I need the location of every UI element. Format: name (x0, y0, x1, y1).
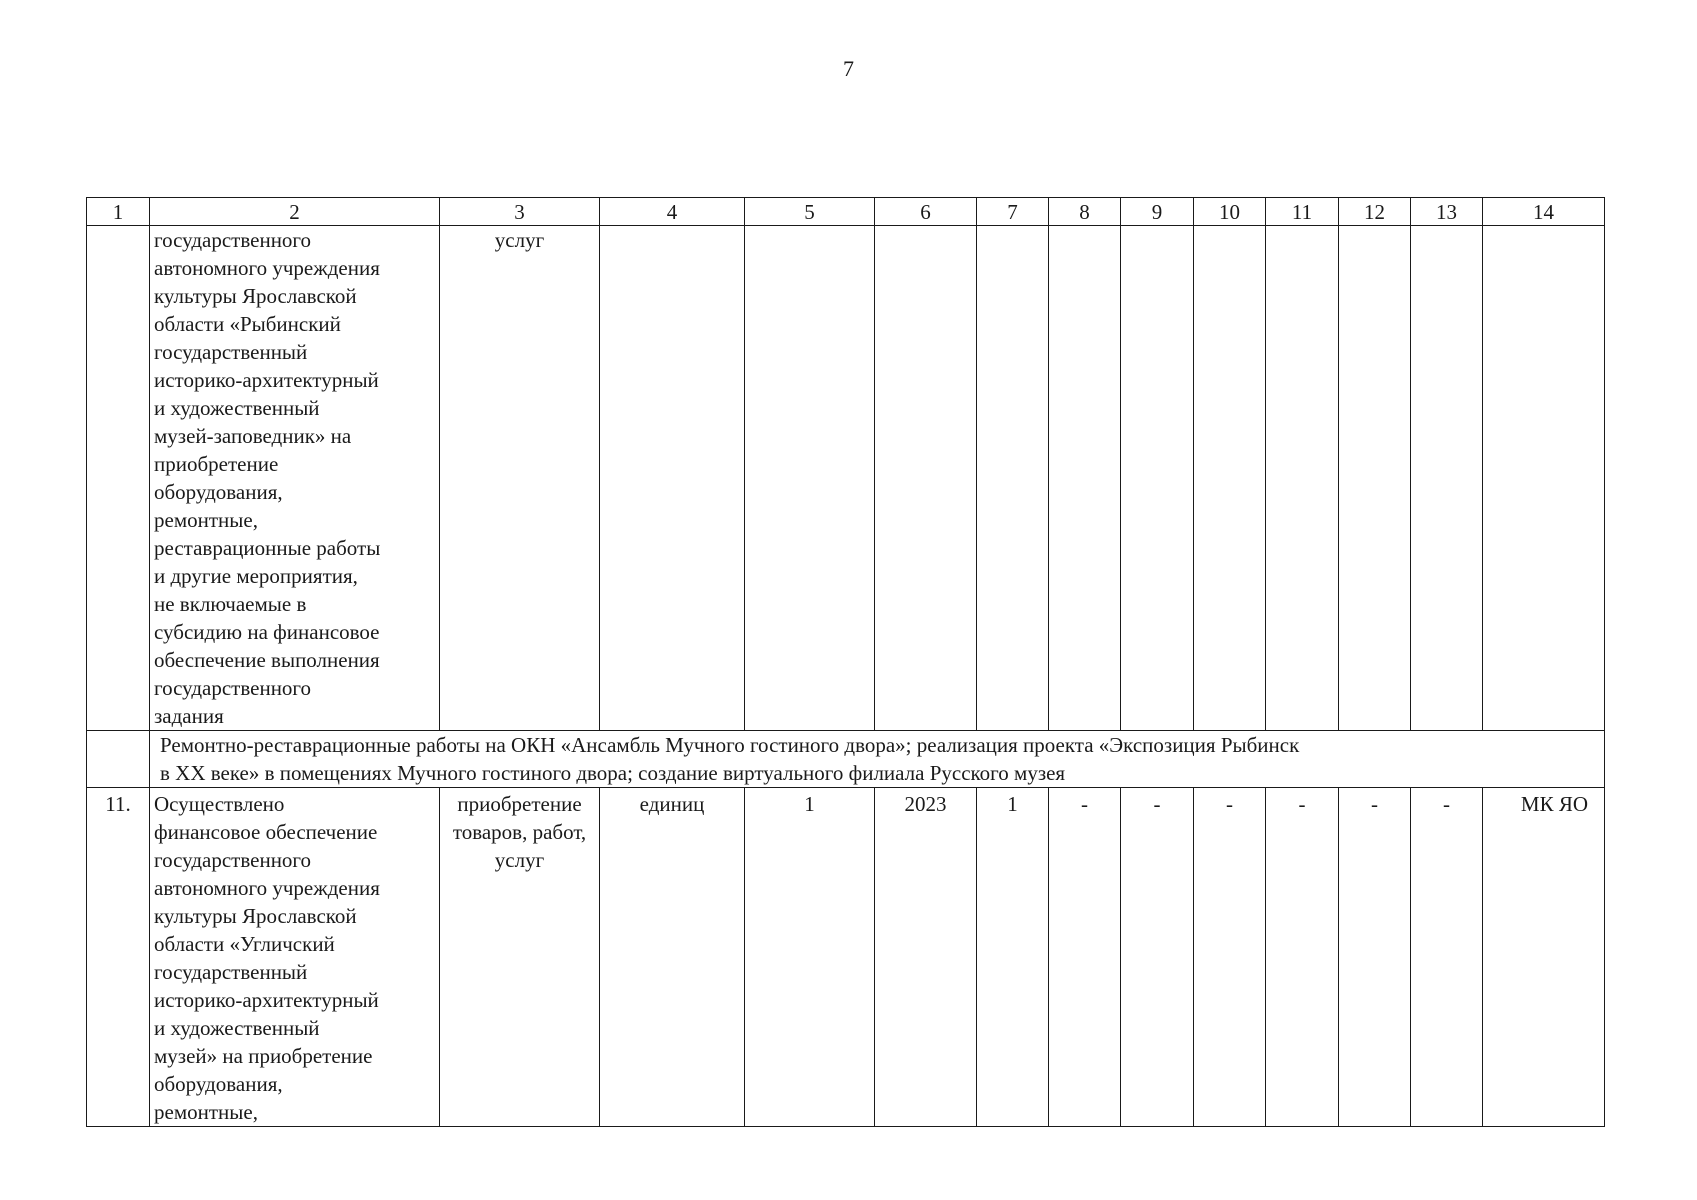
cell-value-12: - (1339, 788, 1411, 1127)
cell-empty-4 (600, 226, 745, 731)
cell-empty-6 (875, 226, 977, 731)
column-header-13: 13 (1411, 198, 1483, 226)
cell-empty-14 (1483, 226, 1605, 731)
cell-number: 11. (87, 788, 150, 1127)
note-row (87, 731, 1605, 788)
column-header-8: 8 (1049, 198, 1121, 226)
cell-result-type: услуг (440, 226, 600, 731)
cell-empty-11 (1266, 226, 1339, 731)
note-row-number-cell (87, 731, 150, 788)
cell-unit: единиц (600, 788, 745, 1127)
column-header-10: 10 (1194, 198, 1266, 226)
column-header-1: 1 (87, 198, 150, 226)
cell-description: государственного автономного учреждения культуры Ярославской области «Рыбинский государственный историко-архитектурный и художественный музей-заповедник» на приобретение оборудования, ремонтные, реставрационные работы и другие мероприятия, не включаемые в субсидию на финансовое обеспечение выполнения государственного задания (150, 226, 440, 731)
cell-value-8: - (1049, 788, 1121, 1127)
cell-empty-10 (1194, 226, 1266, 731)
column-header-11: 11 (1266, 198, 1339, 226)
cell-value-9: - (1121, 788, 1194, 1127)
page-number: 7 (843, 56, 854, 81)
table-row-item-11 (87, 788, 1605, 1127)
column-header-12: 12 (1339, 198, 1411, 226)
column-header-2: 2 (150, 198, 440, 226)
column-header-9: 9 (1121, 198, 1194, 226)
cell-value-11: - (1266, 788, 1339, 1127)
column-header-5: 5 (745, 198, 875, 226)
cell-year: 2023 (875, 788, 977, 1127)
cell-responsible: МК ЯО (1483, 788, 1605, 1127)
cell-result-type: приобретение товаров, работ, услуг (440, 788, 600, 1127)
cell-base-value: 1 (745, 788, 875, 1127)
cell-value-13: - (1411, 788, 1483, 1127)
cell-value-7: 1 (977, 788, 1049, 1127)
cell-description: Осуществлено финансовое обеспечение государственного автономного учреждения культуры Ярославской области «Угличский государственный историко-архитектурный и художественный музей» на приобретение оборудования, ремонтные, (150, 788, 440, 1127)
column-header-3: 3 (440, 198, 600, 226)
cell-number (87, 226, 150, 731)
cell-empty-7 (977, 226, 1049, 731)
cell-empty-5 (745, 226, 875, 731)
column-header-4: 4 (600, 198, 745, 226)
cell-empty-13 (1411, 226, 1483, 731)
column-header-7: 7 (977, 198, 1049, 226)
column-header-14: 14 (1483, 198, 1605, 226)
program-activities-table (86, 197, 1605, 1127)
column-number-header-row (87, 198, 1605, 226)
cell-empty-9 (1121, 226, 1194, 731)
cell-empty-12 (1339, 226, 1411, 731)
cell-empty-8 (1049, 226, 1121, 731)
continued-row-item-10 (87, 226, 1605, 731)
column-header-6: 6 (875, 198, 977, 226)
note-text: Ремонтно-реставрационные работы на ОКН «Ансамбль Мучного гостиного двора»; реализация проекта «Экспозиция Рыбинск в XX веке» в помещениях Мучного гостиного двора; создание виртуального филиала Русского музея (150, 731, 1605, 788)
cell-value-10: - (1194, 788, 1266, 1127)
